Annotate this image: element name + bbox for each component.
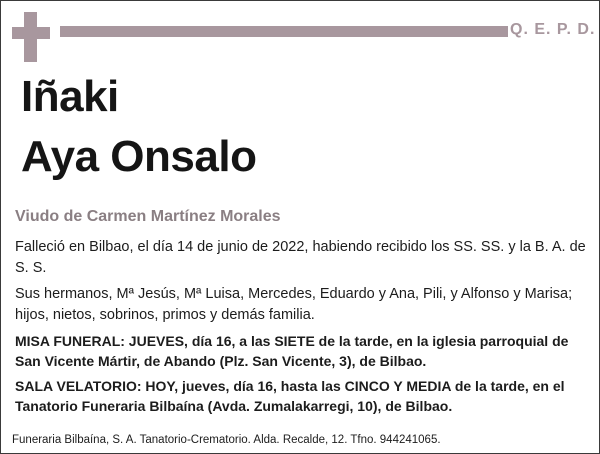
header-rule <box>60 26 508 37</box>
wake-room-paragraph: SALA VELATORIO: HOY, jueves, día 16, hasta las CINCO Y MEDIA de la tarde, en el Tanatorio Funeraria Bilbaína (Avda. Zumalakarregi, 10), de Bilbao. <box>15 378 565 414</box>
deceased-first-name: Iñaki <box>21 72 119 121</box>
deceased-surname: Aya Onsalo <box>21 132 257 181</box>
notice-body <box>15 237 590 421</box>
funeral-home-footer: Funeraria Bilbaína, S. A. Tanatorio-Crematorio. Alda. Recalde, 12. Tfno. 944241065. <box>12 434 441 446</box>
funeral-mass-paragraph: MISA FUNERAL: JUEVES, día 16, a las SIETE de la tarde, en la iglesia parroquial de San Vicente Mártir, de Abando (Plz. San Vicente, 3), de Bilbao. <box>15 333 569 369</box>
widower-subtitle: Viudo de Carmen Martínez Morales <box>15 208 281 225</box>
family-paragraph: Sus hermanos, Mª Jesús, Mª Luisa, Mercedes, Eduardo y Ana, Pili, y Alfonso y Marisa; hijos, nietos, sobrinos, primos y demás familia. <box>15 286 573 323</box>
cross-icon <box>12 12 50 62</box>
death-notice-paragraph: Falleció en Bilbao, el día 14 de junio de 2022, habiendo recibido los SS. SS. y la B. A. de S. S. <box>15 239 586 276</box>
qepd-label: Q. E. P. D. <box>510 21 596 38</box>
